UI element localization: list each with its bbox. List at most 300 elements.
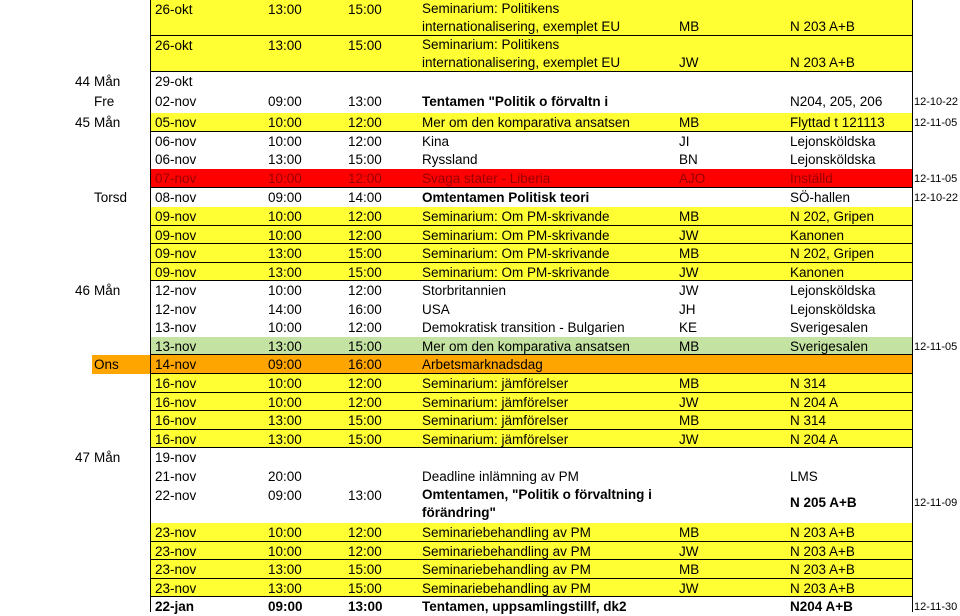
left-border bbox=[150, 0, 151, 612]
cell-day bbox=[94, 169, 149, 188]
cell-week bbox=[60, 244, 90, 263]
table-row bbox=[0, 579, 960, 597]
cell-start: 10:00 bbox=[268, 134, 302, 149]
cell-week bbox=[60, 263, 90, 281]
cell-day bbox=[94, 0, 149, 36]
cell-updated bbox=[914, 542, 960, 560]
cell-date: 16-nov bbox=[155, 432, 197, 447]
table-row bbox=[0, 318, 960, 337]
cell-date: 16-nov bbox=[155, 376, 197, 391]
cell-day bbox=[94, 411, 149, 430]
cell-day: Mån bbox=[94, 115, 121, 130]
cell-updated bbox=[914, 132, 960, 150]
cell-start: 10:00 bbox=[268, 283, 302, 298]
cell-start: 13:00 bbox=[268, 152, 302, 167]
cell-date: 22-jan bbox=[155, 599, 195, 614]
table-row bbox=[0, 448, 960, 467]
cell-title: Tentamen, uppsamlingstillf, dk2 bbox=[422, 599, 627, 614]
cell-updated bbox=[914, 355, 960, 374]
cell-title: Seminariebehandling av PM bbox=[422, 562, 591, 577]
table-row bbox=[0, 393, 960, 411]
cell-end: 15:00 bbox=[348, 581, 382, 596]
cell-updated bbox=[914, 374, 960, 393]
cell-end: 12:00 bbox=[348, 228, 382, 243]
cell-teacher: MB bbox=[679, 209, 700, 224]
cell-week bbox=[60, 597, 90, 616]
cell-teacher: MB bbox=[679, 562, 700, 577]
cell-week bbox=[60, 132, 90, 150]
cell-start: 13:00 bbox=[268, 432, 302, 447]
cell-start: 10:00 bbox=[268, 395, 302, 410]
cell-start: 10:00 bbox=[268, 171, 302, 186]
cell-end: 16:00 bbox=[348, 302, 382, 317]
cell-updated: 12-11-05 bbox=[914, 117, 958, 129]
cell-day bbox=[94, 150, 149, 169]
right-border bbox=[912, 0, 913, 612]
table-row bbox=[0, 411, 960, 430]
cell-week bbox=[60, 188, 90, 207]
cell-teacher: MB bbox=[679, 339, 700, 354]
table-row bbox=[0, 188, 960, 207]
cell-room: Flyttad t 121113 bbox=[790, 115, 885, 130]
cell-day: Torsd bbox=[94, 190, 128, 205]
cell-week bbox=[60, 355, 90, 374]
cell-teacher bbox=[679, 92, 784, 113]
cell-room: N 204 A bbox=[790, 395, 839, 410]
cell-title: Demokratisk transition - Bulgarien bbox=[422, 320, 625, 335]
table-row bbox=[0, 207, 960, 226]
cell-room bbox=[790, 355, 912, 374]
cell-week bbox=[60, 486, 90, 523]
cell-day bbox=[94, 300, 149, 318]
cell-start: 10:00 bbox=[268, 115, 302, 130]
cell-end: 15:00 bbox=[348, 413, 382, 428]
cell-updated bbox=[914, 263, 960, 281]
cell-day bbox=[94, 542, 149, 560]
cell-week: 47 bbox=[74, 450, 90, 465]
cell-day bbox=[94, 207, 149, 226]
table-row bbox=[0, 337, 960, 355]
cell-end: 15:00 bbox=[348, 246, 382, 261]
cell-updated bbox=[914, 207, 960, 226]
cell-date: 05-nov bbox=[155, 115, 197, 130]
cell-end: 12:00 bbox=[348, 134, 382, 149]
cell-start: 10:00 bbox=[268, 376, 302, 391]
table-row bbox=[0, 355, 960, 374]
cell-updated bbox=[914, 560, 960, 579]
cell-teacher bbox=[679, 355, 784, 374]
table-row bbox=[0, 560, 960, 579]
cell-week bbox=[60, 579, 90, 597]
cell-day bbox=[94, 132, 149, 150]
cell-date: 09-nov bbox=[155, 265, 197, 280]
cell-room: SÖ-hallen bbox=[790, 190, 851, 205]
table-row bbox=[0, 467, 960, 486]
cell-day bbox=[94, 337, 149, 355]
cell-start: 10:00 bbox=[268, 228, 302, 243]
cell-teacher: JH bbox=[679, 302, 696, 317]
cell-teacher: JW bbox=[679, 228, 699, 243]
cell-week: 45 bbox=[74, 115, 90, 130]
table-row bbox=[0, 226, 960, 244]
cell-teacher: BN bbox=[679, 152, 698, 167]
cell-updated: 12-11-05 bbox=[914, 341, 958, 353]
cell-date: 14-nov bbox=[155, 357, 197, 372]
table-row bbox=[0, 430, 960, 448]
cell-start: 13:00 bbox=[268, 38, 302, 53]
cell-start: 10:00 bbox=[268, 544, 302, 559]
cell-teacher: MB bbox=[679, 376, 700, 391]
cell-start: 14:00 bbox=[268, 302, 302, 317]
cell-day bbox=[94, 523, 149, 542]
cell-updated bbox=[914, 523, 960, 542]
table-row bbox=[0, 300, 960, 318]
cell-updated bbox=[914, 244, 960, 263]
cell-date: 08-nov bbox=[155, 190, 197, 205]
cell-end: 15:00 bbox=[348, 2, 382, 17]
cell-updated bbox=[914, 393, 960, 411]
cell-title: Seminarium: jämförelser bbox=[422, 376, 569, 391]
cell-day bbox=[94, 244, 149, 263]
cell-title: Seminarium: Politikens internationalisering, exemplet EU bbox=[422, 37, 621, 70]
cell-title: Deadline inlämning av PM bbox=[422, 469, 579, 484]
cell-date: 12-nov bbox=[155, 302, 197, 317]
cell-day bbox=[94, 467, 149, 486]
cell-week bbox=[60, 430, 90, 448]
cell-teacher bbox=[679, 467, 784, 486]
cell-room: Lejonsköldska bbox=[790, 134, 876, 149]
cell-start: 10:00 bbox=[268, 525, 302, 540]
cell-week bbox=[60, 318, 90, 337]
cell-room bbox=[790, 448, 912, 467]
cell-room: Kanonen bbox=[790, 265, 845, 280]
cell-day: Fre bbox=[94, 94, 115, 109]
cell-teacher: KE bbox=[679, 320, 698, 335]
cell-date: 16-nov bbox=[155, 395, 197, 410]
cell-week bbox=[60, 467, 90, 486]
cell-day: Mån bbox=[94, 74, 121, 89]
cell-updated: 12-11-05 bbox=[914, 173, 958, 185]
cell-end: 12:00 bbox=[348, 171, 382, 186]
cell-day bbox=[94, 560, 149, 579]
cell-teacher: JW bbox=[679, 55, 699, 70]
cell-teacher bbox=[679, 597, 784, 616]
cell-week bbox=[60, 374, 90, 393]
cell-day bbox=[94, 486, 149, 523]
cell-start: 13:00 bbox=[268, 413, 302, 428]
cell-date: 19-nov bbox=[155, 450, 197, 465]
cell-room: N 205 A+B bbox=[790, 495, 857, 510]
cell-date: 21-nov bbox=[155, 469, 197, 484]
cell-day bbox=[94, 430, 149, 448]
cell-week bbox=[60, 542, 90, 560]
cell-day: Mån bbox=[94, 450, 121, 465]
cell-day: Mån bbox=[94, 283, 121, 298]
cell-day bbox=[94, 579, 149, 597]
cell-week bbox=[60, 207, 90, 226]
cell-end: 15:00 bbox=[348, 265, 382, 280]
cell-date: 29-okt bbox=[155, 74, 193, 89]
cell-date: 26-okt bbox=[155, 38, 193, 53]
cell-week bbox=[60, 523, 90, 542]
cell-teacher: JW bbox=[679, 544, 699, 559]
cell-room: N 202, Gripen bbox=[790, 209, 875, 224]
cell-room: Sverigesalen bbox=[790, 339, 869, 354]
cell-teacher: JW bbox=[679, 265, 699, 280]
table-row bbox=[0, 244, 960, 263]
cell-title: Tentamen "Politik o förvaltn i bbox=[422, 94, 609, 109]
cell-day bbox=[94, 318, 149, 337]
cell-title: Omtentamen Politisk teori bbox=[422, 190, 590, 205]
cell-room: Lejonsköldska bbox=[790, 302, 876, 317]
cell-start: 09:00 bbox=[268, 190, 302, 205]
cell-updated: 12-10-22 bbox=[914, 192, 959, 204]
cell-teacher: JW bbox=[679, 283, 699, 298]
cell-title: Seminariebehandling av PM bbox=[422, 581, 591, 596]
cell-room: Lejonsköldska bbox=[790, 152, 876, 167]
cell-teacher: MB bbox=[679, 246, 700, 261]
cell-updated bbox=[914, 150, 960, 169]
cell-updated bbox=[914, 467, 960, 486]
cell-title: Seminariebehandling av PM bbox=[422, 525, 591, 540]
cell-room: N204 A+B bbox=[790, 599, 853, 614]
cell-date: 23-nov bbox=[155, 525, 197, 540]
cell-updated bbox=[914, 300, 960, 318]
cell-end: 13:00 bbox=[348, 488, 382, 503]
cell-updated bbox=[914, 448, 960, 467]
cell-start bbox=[268, 72, 343, 92]
cell-title: USA bbox=[422, 302, 450, 317]
cell-day bbox=[94, 374, 149, 393]
cell-start: 13:00 bbox=[268, 246, 302, 261]
cell-date: 09-nov bbox=[155, 228, 197, 243]
cell-updated bbox=[914, 430, 960, 448]
cell-end bbox=[348, 467, 418, 486]
cell-title: Mer om den komparativa ansatsen bbox=[422, 115, 630, 130]
table-row bbox=[0, 486, 960, 523]
cell-start: 13:00 bbox=[268, 339, 302, 354]
cell-start: 10:00 bbox=[268, 320, 302, 335]
cell-updated: 12-11-30 bbox=[914, 601, 958, 613]
cell-week bbox=[60, 169, 90, 188]
cell-room: N 203 A+B bbox=[790, 525, 855, 540]
cell-title: Seminarium: jämförelser bbox=[422, 395, 569, 410]
cell-day bbox=[94, 597, 149, 616]
cell-date: 13-nov bbox=[155, 339, 197, 354]
cell-title: Seminarium: Om PM-skrivande bbox=[422, 209, 610, 224]
table-row bbox=[0, 150, 960, 169]
cell-end: 12:00 bbox=[348, 115, 382, 130]
cell-date: 23-nov bbox=[155, 544, 197, 559]
cell-teacher: MB bbox=[679, 525, 700, 540]
cell-room bbox=[790, 72, 912, 92]
cell-room: Sverigesalen bbox=[790, 320, 869, 335]
cell-teacher bbox=[679, 448, 784, 467]
cell-room: Lejonsköldska bbox=[790, 283, 876, 298]
cell-end: 13:00 bbox=[348, 599, 383, 614]
cell-title: Seminarium: Om PM-skrivande bbox=[422, 228, 610, 243]
table-row bbox=[0, 0, 960, 36]
cell-teacher: MB bbox=[679, 413, 700, 428]
cell-teacher: JW bbox=[679, 395, 699, 410]
cell-week: 46 bbox=[74, 283, 90, 298]
cell-end: 13:00 bbox=[348, 94, 382, 109]
cell-room: N 203 A+B bbox=[790, 55, 855, 70]
cell-room: LMS bbox=[790, 469, 818, 484]
cell-start: 09:00 bbox=[268, 94, 302, 109]
cell-teacher: JW bbox=[679, 432, 699, 447]
cell-updated bbox=[914, 579, 960, 597]
cell-title: Seminarium: jämförelser bbox=[422, 432, 569, 447]
cell-room: N 203 A+B bbox=[790, 544, 855, 559]
cell-day bbox=[94, 393, 149, 411]
cell-updated: 12-10-22 bbox=[914, 96, 959, 108]
cell-end: 12:00 bbox=[348, 395, 382, 410]
table-row bbox=[0, 169, 960, 188]
table-row bbox=[0, 72, 960, 92]
cell-week bbox=[60, 411, 90, 430]
cell-week: 44 bbox=[74, 74, 90, 89]
cell-title: Kina bbox=[422, 134, 450, 149]
table-row bbox=[0, 263, 960, 281]
cell-date: 13-nov bbox=[155, 320, 197, 335]
cell-end bbox=[348, 448, 418, 467]
cell-room: N 314 bbox=[790, 376, 827, 391]
cell-updated bbox=[914, 281, 960, 300]
cell-title: Svaga stater - Liberia bbox=[422, 171, 551, 186]
cell-teacher: MB bbox=[679, 19, 700, 34]
cell-title: Mer om den komparativa ansatsen bbox=[422, 339, 630, 354]
cell-date: 07-nov bbox=[155, 171, 197, 186]
table-row bbox=[0, 542, 960, 560]
cell-start: 09:00 bbox=[268, 488, 302, 503]
cell-updated bbox=[914, 0, 960, 36]
cell-room: N 314 bbox=[790, 413, 827, 428]
cell-updated bbox=[914, 36, 960, 72]
cell-title bbox=[422, 72, 674, 92]
cell-day bbox=[94, 263, 149, 281]
cell-end: 12:00 bbox=[348, 283, 382, 298]
cell-end: 12:00 bbox=[348, 320, 382, 335]
cell-start: 09:00 bbox=[268, 599, 303, 614]
cell-updated bbox=[914, 318, 960, 337]
cell-date: 16-nov bbox=[155, 413, 197, 428]
table-row bbox=[0, 597, 960, 616]
cell-start: 10:00 bbox=[268, 209, 302, 224]
cell-title bbox=[422, 448, 674, 467]
cell-end: 14:00 bbox=[348, 190, 382, 205]
cell-end: 16:00 bbox=[348, 357, 382, 372]
cell-end: 12:00 bbox=[348, 544, 382, 559]
cell-title: Seminarium: Om PM-skrivande bbox=[422, 265, 610, 280]
cell-start: 13:00 bbox=[268, 581, 302, 596]
cell-start: 20:00 bbox=[268, 469, 302, 484]
cell-end: 12:00 bbox=[348, 209, 382, 224]
cell-week bbox=[60, 560, 90, 579]
cell-end: 15:00 bbox=[348, 432, 382, 447]
table-row bbox=[0, 523, 960, 542]
cell-room: N 203 A+B bbox=[790, 581, 855, 596]
cell-date: 06-nov bbox=[155, 134, 197, 149]
cell-week bbox=[60, 92, 90, 113]
cell-week bbox=[60, 226, 90, 244]
cell-week bbox=[60, 0, 90, 36]
cell-end: 12:00 bbox=[348, 376, 382, 391]
cell-teacher: MB bbox=[679, 115, 700, 130]
cell-title: Storbritannien bbox=[422, 283, 507, 298]
cell-title: Seminarium: jämförelser bbox=[422, 413, 569, 428]
cell-title: Seminarium: Politikens internationalisering, exemplet EU bbox=[422, 1, 621, 34]
table-row bbox=[0, 374, 960, 393]
cell-start: 13:00 bbox=[268, 2, 302, 17]
cell-updated: 12-11-09 bbox=[914, 497, 958, 509]
cell-date: 23-nov bbox=[155, 562, 197, 577]
cell-room: Kanonen bbox=[790, 228, 845, 243]
cell-teacher: JI bbox=[679, 134, 690, 149]
cell-week bbox=[60, 300, 90, 318]
cell-room: N 203 A+B bbox=[790, 19, 855, 34]
cell-room: N 203 A+B bbox=[790, 562, 855, 577]
cell-end: 12:00 bbox=[348, 525, 382, 540]
cell-week bbox=[60, 36, 90, 72]
cell-week bbox=[60, 150, 90, 169]
cell-room: N 204 A bbox=[790, 432, 839, 447]
cell-start bbox=[268, 448, 343, 467]
cell-title: Ryssland bbox=[422, 152, 478, 167]
table-row bbox=[0, 281, 960, 300]
cell-end: 15:00 bbox=[348, 339, 382, 354]
table-row bbox=[0, 92, 960, 113]
cell-start: 13:00 bbox=[268, 265, 302, 280]
cell-teacher bbox=[679, 486, 784, 523]
cell-title: Seminariebehandling av PM bbox=[422, 544, 591, 559]
cell-end bbox=[348, 72, 418, 92]
cell-date: 22-nov bbox=[155, 488, 197, 503]
cell-room: N204, 205, 206 bbox=[790, 94, 883, 109]
cell-day bbox=[94, 36, 149, 72]
cell-date: 12-nov bbox=[155, 283, 197, 298]
cell-day: Ons bbox=[94, 357, 119, 372]
cell-date: 23-nov bbox=[155, 581, 197, 596]
cell-room: N 202, Gripen bbox=[790, 246, 875, 261]
cell-title: Arbetsmarknadsdag bbox=[422, 357, 543, 372]
cell-date: 09-nov bbox=[155, 246, 197, 261]
cell-date: 26-okt bbox=[155, 2, 193, 17]
cell-title: Seminarium: Om PM-skrivande bbox=[422, 246, 610, 261]
cell-updated bbox=[914, 72, 960, 92]
cell-date: 02-nov bbox=[155, 94, 197, 109]
table-row bbox=[0, 132, 960, 150]
cell-teacher: AJO bbox=[679, 171, 706, 186]
cell-teacher bbox=[679, 72, 784, 92]
cell-room: Inställd bbox=[790, 171, 833, 186]
cell-end: 15:00 bbox=[348, 562, 382, 577]
cell-end: 15:00 bbox=[348, 152, 382, 167]
cell-start: 13:00 bbox=[268, 562, 302, 577]
cell-updated bbox=[914, 411, 960, 430]
cell-end: 15:00 bbox=[348, 38, 382, 53]
cell-day bbox=[94, 226, 149, 244]
cell-start: 09:00 bbox=[268, 357, 302, 372]
cell-date: 06-nov bbox=[155, 152, 197, 167]
cell-date: 09-nov bbox=[155, 209, 197, 224]
table-row bbox=[0, 36, 960, 72]
cell-updated bbox=[914, 226, 960, 244]
cell-week bbox=[60, 337, 90, 355]
cell-teacher bbox=[679, 188, 784, 207]
cell-title: Omtentamen, "Politik o förvaltning i förändring" bbox=[422, 487, 652, 520]
cell-week bbox=[60, 393, 90, 411]
